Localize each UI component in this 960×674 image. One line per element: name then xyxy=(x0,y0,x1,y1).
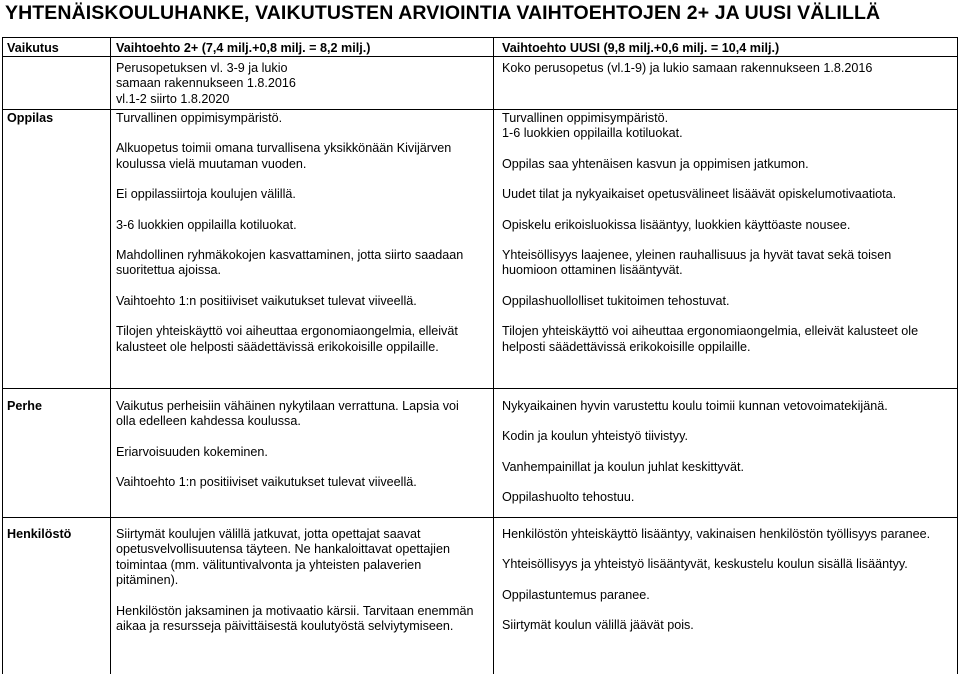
list-item: Tilojen yhteiskäyttö voi aiheuttaa ergonomiaongelmia, elleivät kalusteet ole helposti säädettävissä erikokoisille oppilaille. xyxy=(116,324,458,354)
list-item: Henkilöstön yhteiskäyttö lisääntyy, vakinaisen henkilöstön työllisyys paranee. xyxy=(502,527,931,541)
list-item: Vanhempainillat ja koulun juhlat keskittyvät. xyxy=(502,459,744,474)
perhe-option-1 xyxy=(116,399,476,491)
list-item: 3-6 luokkien oppilailla kotiluokat. xyxy=(116,217,297,232)
description-option-2 xyxy=(502,61,952,76)
description-option-1 xyxy=(116,61,486,107)
list-item: Vaihtoehto 1:n positiiviset vaikutukset tulevat viiveellä. xyxy=(116,293,417,308)
list-item: Nykyaikainen hyvin varustettu koulu toimii kunnan vetovoimatekijänä. xyxy=(502,399,888,413)
henkilosto-option-1 xyxy=(116,527,476,634)
list-item: Oppilas saa yhtenäisen kasvun ja oppimisen jatkumon. xyxy=(502,156,809,171)
henkilosto-option-2 xyxy=(502,527,942,634)
row-label-henkilosto: Henkilöstö xyxy=(7,527,72,541)
list-item: Uudet tilat ja nykyaikaiset opetusvälineet lisäävät opiskelumotivaatiota. xyxy=(502,187,897,202)
row-label-perhe: Perhe xyxy=(7,399,43,413)
perhe-option-2 xyxy=(502,399,942,506)
page-title: YHTENÄISKOULUHANKE, VAIKUTUSTEN ARVIOINTIA VAIHTOEHTOJEN 2+ JA UUSI VÄLILLÄ xyxy=(5,2,881,24)
list-item: Kodin ja koulun yhteistyö tiivistyy. xyxy=(502,429,688,444)
header-impact: Vaikutus xyxy=(7,41,59,55)
list-item: Eriarvoisuuden kokeminen. xyxy=(116,444,268,459)
row-label-oppilas: Oppilas xyxy=(7,111,54,125)
table-right-border xyxy=(957,37,958,674)
perhe-row-rule xyxy=(2,517,958,518)
list-item: Siirtymät koulun välillä jäävät pois. xyxy=(502,618,694,633)
oppilas-option-2 xyxy=(502,111,942,355)
column-divider-1 xyxy=(110,37,111,674)
list-item: Yhteisöllisyys laajenee, yleinen rauhallisuus ja hyvät tavat sekä toisen huomioon ottaminen lisääntyvät. xyxy=(502,248,892,278)
list-item: Vaihtoehto 1:n positiiviset vaikutukset tulevat viiveellä. xyxy=(116,475,417,490)
description-line: samaan rakennukseen 1.8.2016 xyxy=(116,76,296,91)
oppilas-row-rule xyxy=(2,388,958,389)
description-row-rule xyxy=(2,109,958,110)
column-divider-2 xyxy=(493,37,494,674)
description-line: Perusopetuksen vl. 3-9 ja lukio xyxy=(116,61,288,75)
list-item: Yhteisöllisyys ja yhteistyö lisääntyvät, keskustelu koulun sisällä lisääntyy. xyxy=(502,557,908,572)
list-item: Turvallinen oppimisympäristö. xyxy=(116,111,283,125)
list-item: Siirtymät koulujen välillä jatkuvat, jotta opettajat saavat opetusvelvollisuutensa täyteen. Ne hankaloittavat opettajien toimintaa (mm. välituntivalvonta ja yhteisten palaverien pitäminen). xyxy=(116,527,450,588)
list-item: Oppilashuollolliset tukitoimen tehostuvat. xyxy=(502,293,730,308)
list-item: Henkilöstön jaksaminen ja motivaatio kärsii. Tarvitaan enemmän aikaa ja resursseja päivittäisestä koulutyöstä selviytymiseen. xyxy=(116,603,474,634)
list-item: Oppilastuntemus paranee. xyxy=(502,587,650,602)
list-item: 1-6 luokkien oppilailla kotiluokat. xyxy=(502,126,683,141)
oppilas-option-1 xyxy=(116,111,476,355)
list-item: Ei oppilassiirtoja koulujen välillä. xyxy=(116,187,296,202)
list-item: Tilojen yhteiskäyttö voi aiheuttaa ergonomiaongelmia, elleivät kalusteet ole helposti säädettävissä erikokoisille oppilaille. xyxy=(502,324,919,354)
description-line: vl.1-2 siirto 1.8.2020 xyxy=(116,91,230,106)
header-option-1: Vaihtoehto 2+ (7,4 milj.+0,8 milj. = 8,2 milj.) xyxy=(116,41,371,55)
list-item: Opiskelu erikoisluokissa lisääntyy, luokkien käyttöaste nousee. xyxy=(502,217,851,232)
list-item: Turvallinen oppimisympäristö. xyxy=(502,111,669,125)
list-item: Alkuopetus toimii omana turvallisena yksikkönään Kivijärven koulussa vielä muutaman vuoden. xyxy=(116,141,452,171)
list-item: Oppilashuolto tehostuu. xyxy=(502,490,635,505)
description-line: Koko perusopetus (vl.1-9) ja lukio samaan rakennukseen 1.8.2016 xyxy=(502,61,873,75)
header-option-2: Vaihtoehto UUSI (9,8 milj.+0,6 milj. = 10,4 milj.) xyxy=(502,41,780,55)
list-item: Mahdollinen ryhmäkokojen kasvattaminen, jotta siirto saadaan suoritettua ajoissa. xyxy=(116,248,464,278)
list-item: Vaikutus perheisiin vähäinen nykytilaan verrattuna. Lapsia voi olla edelleen kahdessa koulussa. xyxy=(116,399,459,429)
table-left-border xyxy=(2,37,3,674)
table-top-rule xyxy=(2,37,958,38)
